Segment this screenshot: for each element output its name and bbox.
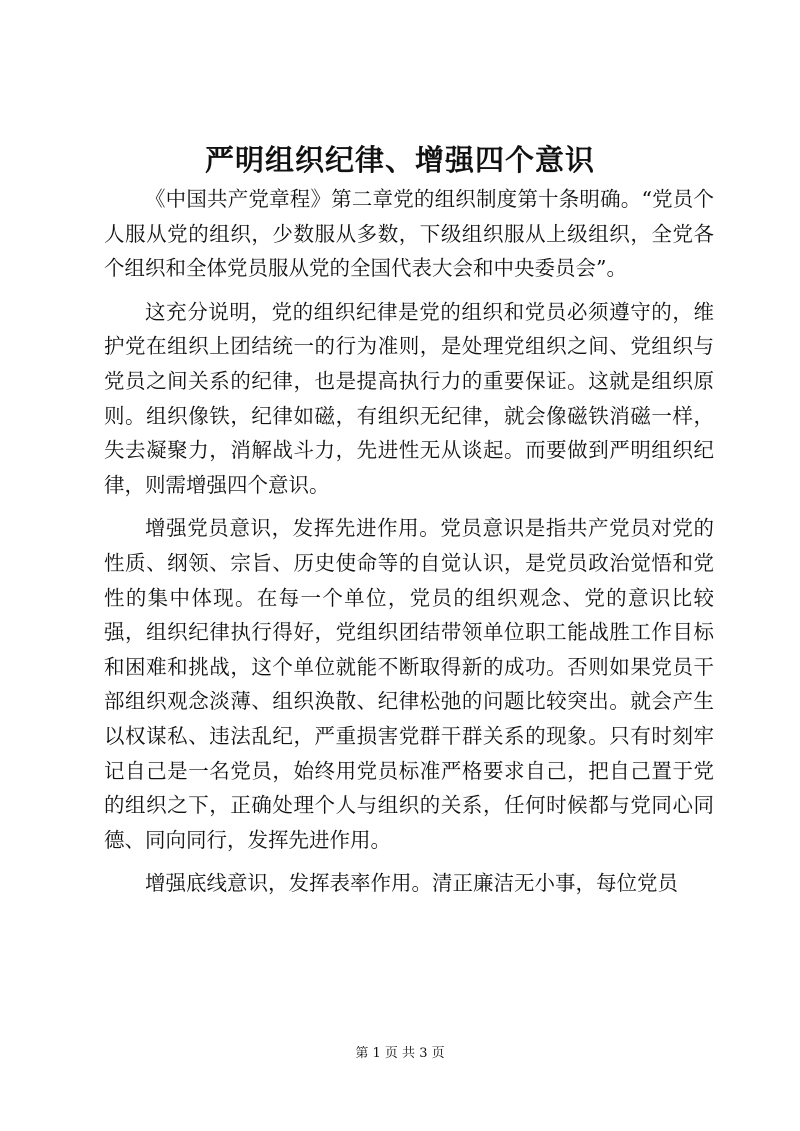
paragraph-1: 《中国共产党章程》第二章党的组织制度第十条明确。“党员个人服从党的组织，少数服从多数，下级组织服从上级组织，全党各个组织和全体党员服从党的全国代表大会和中央委员会”。 (104, 187, 714, 281)
document-title: 严明组织纪律、增强四个意识 (204, 143, 595, 177)
paragraph-2: 这充分说明，党的组织纪律是党的组织和党员必须遵守的，维护党在组织上团结统一的行为准则，是处理党组织之间、党组织与党员之间关系的纪律，也是提高执行力的重要保证。这就是组织原则。组织像铁，纪律如磁，有组织无纪律，就会像磁铁消磁一样，失去凝聚力，消解战斗力，先进性无从谈起。而要做到严明组织纪律，则需增强四个意识。 (104, 299, 714, 497)
paragraph-3: 增强党员意识，发挥先进作用。党员意识是指共产党员对党的性质、纲领、宗旨、历史使命等的自觉认识，是党员政治觉悟和党性的集中体现。在每一个单位，党员的组织观念、党的意识比较强，组织纪律执行得好，党组织团结带领单位职工能战胜工作目标和困难和挑战，这个单位就能不断取得新的成功。否则如果党员干部组织观念淡薄、组织涣散、纪律松弛的问题比较突出。就会产生以权谋私、违法乱纪，严重损害党群干群关系的现象。只有时刻牢记自己是一名党员，始终用党员标准严格要求自己，把自己置于党的组织之下，正确处理个人与组织的关系，任何时候都与党同心同德、同向同行，发挥先进作用。 (104, 516, 714, 852)
paragraph-4: 增强底线意识，发挥表率作用。清正廉洁无小事，每位党员 (145, 871, 678, 896)
page-footer: 第 1 页 共 3 页 (355, 1046, 445, 1061)
document-body (104, 182, 714, 910)
